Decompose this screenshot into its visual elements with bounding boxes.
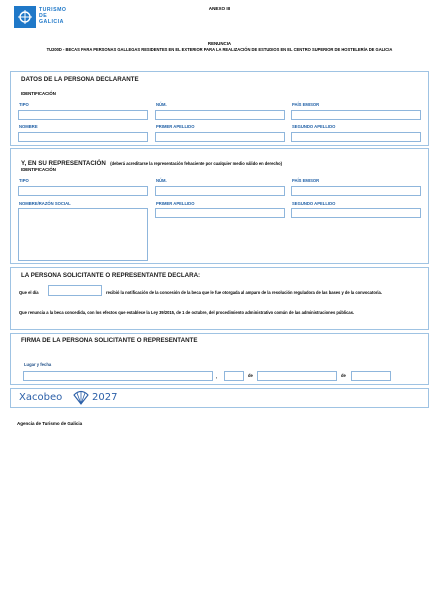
xacobeo-text: Xacobeo bbox=[19, 392, 63, 403]
declarant-pais-label: PAÍS EMISOR bbox=[292, 102, 320, 107]
declarant-primer-label: PRIMER APELLIDO bbox=[156, 124, 195, 129]
xacobeo-year: 2027 bbox=[92, 392, 118, 403]
declares-renounce: Que renuncia a la beca concedida, con los efectos que establece la Ley 39/2015, de 1 de octubre, del procedimiento administrativo común de las administraciones públicas. bbox=[19, 310, 355, 315]
representative-primer-field[interactable] bbox=[155, 208, 285, 218]
signature-de-1: de bbox=[248, 373, 253, 378]
representative-segundo-label: SEGUNDO APELLIDO bbox=[292, 201, 336, 206]
representative-nombre-field[interactable] bbox=[18, 208, 148, 261]
declarant-primer-field[interactable] bbox=[155, 132, 285, 142]
logo-line-3: GALICIA bbox=[39, 19, 64, 26]
day-field[interactable] bbox=[224, 371, 244, 381]
representative-primer-label: PRIMER APELLIDO bbox=[156, 201, 195, 206]
representative-pais-label: PAÍS EMISOR bbox=[292, 178, 320, 183]
procedure-title: TU200D - BECAS PARA PERSONAS GALLEGAS RESIDENTES EN EL EXTERIOR PARA LA REALIZACIÓN DE ESTUDIOS EN EL CENTRO SUPERIOR DE HOSTELERÍA DE GALICIA bbox=[46, 47, 393, 52]
declarant-nombre-label: NOMBRE bbox=[19, 124, 38, 129]
representative-nombre-label: NOMBRE/RAZÓN SOCIAL bbox=[19, 201, 71, 206]
signature-title: FIRMA DE LA PERSONA SOLICITANTE O REPRESENTANTE bbox=[21, 337, 198, 344]
footer-agency: Agencia de Turismo de Galicia bbox=[17, 421, 83, 426]
declarant-pais-field[interactable] bbox=[291, 110, 421, 120]
place-field[interactable] bbox=[23, 371, 213, 381]
representative-pais-field[interactable] bbox=[291, 186, 421, 196]
scallop-shell-icon bbox=[73, 390, 89, 405]
representative-title: Y, EN SU REPRESENTACIÓN bbox=[21, 160, 106, 167]
year-field[interactable] bbox=[351, 371, 391, 381]
representative-num-field[interactable] bbox=[155, 186, 285, 196]
representative-num-label: NÚM. bbox=[156, 178, 167, 183]
representative-note: (deberá acreditarse la representación fehaciente por cualquier medio válido en derecho) bbox=[110, 161, 283, 166]
representative-identification: IDENTIFICACIÓN bbox=[21, 167, 56, 172]
representative-tipo-field[interactable] bbox=[18, 186, 148, 196]
representative-tipo-label: TIPO bbox=[19, 178, 29, 183]
logo-line-2: DE bbox=[39, 13, 48, 20]
declares-day-suffix: recibió la notificación de la concesión de la beca que le fue otorgada al amparo de la resolución reguladora de las bases y de la convocatoria. bbox=[106, 290, 382, 295]
declares-day-prefix: Que el día bbox=[19, 290, 39, 295]
declarant-segundo-label: SEGUNDO APELLIDO bbox=[292, 124, 336, 129]
declarant-segundo-field[interactable] bbox=[291, 132, 421, 142]
declarant-nombre-field[interactable] bbox=[18, 132, 148, 142]
declarant-title: DATOS DE LA PERSONA DECLARANTE bbox=[21, 76, 139, 83]
signature-comma: , bbox=[216, 374, 218, 379]
logo-line-1: TURISMO bbox=[39, 7, 67, 13]
declarant-tipo-label: TIPO bbox=[19, 102, 29, 107]
representative-segundo-field[interactable] bbox=[291, 208, 421, 218]
month-field[interactable] bbox=[257, 371, 337, 381]
place-date-label: Lugar y fecha bbox=[24, 362, 52, 367]
notification-date-field[interactable] bbox=[48, 285, 102, 296]
declarant-identification: IDENTIFICACIÓN bbox=[21, 91, 56, 96]
form-title: RENUNCIA bbox=[207, 41, 232, 46]
representative-heading bbox=[21, 152, 282, 170]
declarant-tipo-field[interactable] bbox=[18, 110, 148, 120]
declarant-num-field[interactable] bbox=[155, 110, 285, 120]
declarant-num-label: NÚM. bbox=[156, 102, 167, 107]
signature-de-2: de bbox=[341, 373, 346, 378]
declares-title: LA PERSONA SOLICITANTE O REPRESENTANTE DECLARA: bbox=[21, 272, 201, 279]
annex-label: ANEXO III bbox=[208, 6, 231, 11]
